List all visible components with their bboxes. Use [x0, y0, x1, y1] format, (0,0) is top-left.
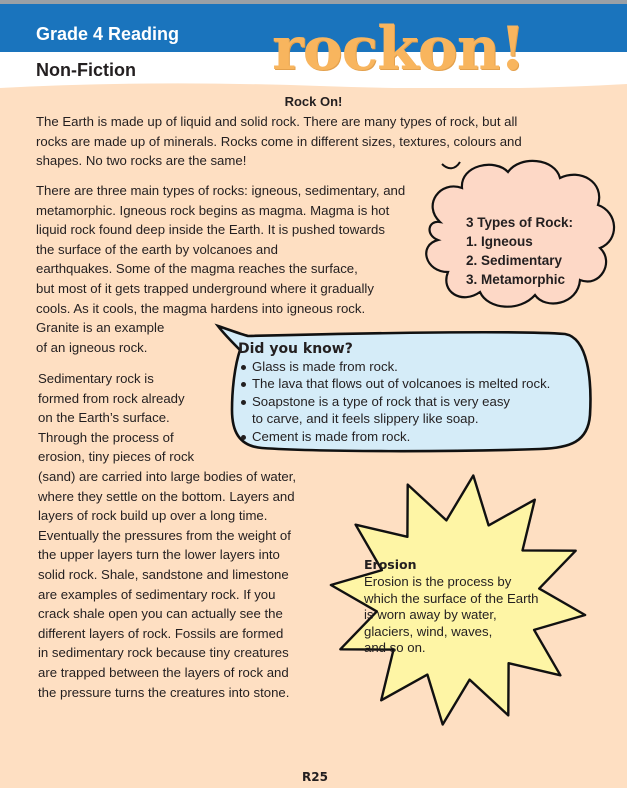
text-line: The Earth is made up of liquid and solid rock. There are many types of rock, but all: [36, 114, 518, 129]
text-line: in sedimentary rock because tiny creatures: [38, 645, 289, 661]
text-line: Granite is an example: [36, 320, 165, 336]
erosion-heading: Erosion: [364, 557, 417, 572]
erosion-body: [364, 574, 538, 657]
text-line: and so on.: [364, 640, 426, 656]
text-line: the upper layers turn the lower layers into: [38, 547, 280, 563]
text-line: erosion, tiny pieces of rock: [38, 449, 195, 465]
fact-text-continued: to carve, and it feels slippery like soap.: [252, 411, 479, 427]
text-line: rocks are made up of minerals. Rocks come in different sizes, textures, colours and: [36, 133, 522, 149]
text-line: is worn away by water,: [364, 607, 497, 623]
article-title: Rock On!: [284, 94, 343, 109]
text-line: glaciers, wind, waves,: [364, 623, 493, 639]
text-line: Sedimentary rock is: [38, 371, 154, 386]
page-number: R25: [302, 770, 328, 784]
fact-text: Cement is made from rock.: [252, 428, 411, 444]
text-line: cools. As it cools, the magma hardens into igneous rock.: [36, 300, 366, 316]
cloud-item: 2. Sedimentary: [466, 253, 563, 268]
text-line: solid rock. Shale, sandstone and limestone: [38, 566, 289, 582]
logo-text: rockon!: [272, 14, 525, 84]
text-line: which the surface of the Earth: [364, 590, 539, 606]
cloud-item: 3. Metamorphic: [466, 272, 566, 287]
fact-item: [240, 393, 550, 428]
text-line: formed from rock already: [38, 390, 185, 406]
fact-item: [240, 428, 550, 445]
text-line: are trapped between the layers of rock and: [38, 664, 289, 680]
text-line: metamorphic. Igneous rock begins as magma. Magma is hot: [36, 202, 390, 218]
text-line: liquid rock found deep inside the Earth. It is pushed towards: [36, 222, 385, 238]
fact-text: Glass is made from rock.: [252, 359, 398, 374]
text-line: where they settle on the bottom. Layers and: [38, 488, 295, 504]
text-line: different layers of rock. Fossils are formed: [38, 625, 284, 641]
text-line: of an igneous rock.: [36, 339, 148, 355]
text-line: the surface of the earth by volcanoes and: [36, 241, 278, 257]
text-line: but most of it gets trapped underground where it gradually: [36, 280, 374, 296]
fact-text: Soapstone is a type of rock that is very easy: [252, 393, 511, 409]
did-you-know-list: [240, 358, 550, 445]
text-line: on the Earth’s surface.: [38, 410, 170, 426]
text-line: Erosion is the process by: [364, 574, 512, 589]
text-line: are examples of sedimentary rock. If you: [38, 586, 276, 602]
grade-label: Grade 4 Reading: [36, 24, 180, 44]
cloud-content: [466, 213, 573, 289]
text-line: crack shale open you can actually see the: [38, 606, 283, 622]
fact-item: [240, 375, 550, 392]
text-line: earthquakes. Some of the magma reaches the surface,: [36, 261, 358, 277]
text-line: There are three main types of rocks: igneous, sedimentary, and: [36, 183, 406, 198]
text-line: shapes. No two rocks are the same!: [36, 153, 247, 169]
text-line: Eventually the pressures from the weight of: [38, 527, 291, 543]
did-you-know-heading: Did you know?: [238, 341, 353, 357]
fact-item: [240, 358, 550, 375]
cloud-item: 1. Igneous: [466, 234, 533, 249]
text-line: the pressure turns the creatures into stone.: [38, 684, 290, 700]
genre-label: Non-Fiction: [36, 60, 136, 80]
fact-text: The lava that flows out of volcanoes is melted rock.: [252, 376, 551, 392]
text-line: (sand) are carried into large bodies of water,: [38, 468, 297, 484]
text-line: Through the process of: [38, 429, 174, 445]
text-line: layers of rock build up over a long time.: [38, 508, 268, 524]
rock-on-logo: [272, 14, 525, 92]
cloud-heading: 3 Types of Rock:: [466, 215, 574, 230]
